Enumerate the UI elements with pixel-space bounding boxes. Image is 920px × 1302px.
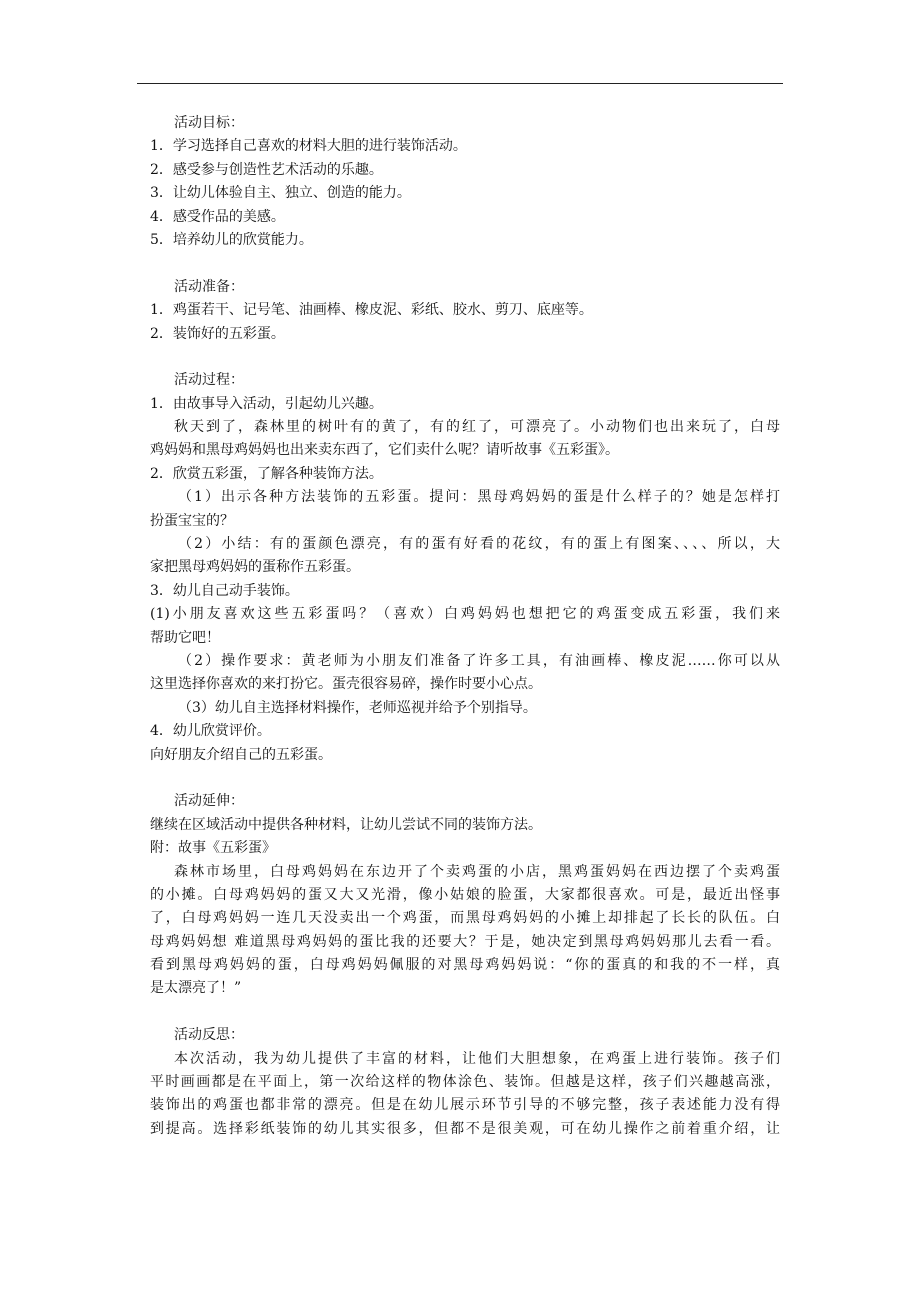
process-step: 1．由故事导入活动，引起幼儿兴趣。: [150, 395, 383, 412]
preparation-item: 1．鸡蛋若干、记号笔、油画棒、橡皮泥、彩纸、胶水、剪刀、底座等。: [150, 302, 593, 319]
process-step: 3．幼儿自己动手装饰。: [150, 582, 299, 599]
goal-item: 4．感受作品的美感。: [150, 208, 285, 225]
preparation-heading: 活动准备：: [174, 278, 244, 295]
process-text: 向好朋友介绍自己的五彩蛋。: [150, 746, 332, 763]
process-text: （1）出示各种方法装饰的五彩蛋。提问：黑母鸡妈妈的蛋是什么样子的？她是怎样打: [178, 489, 780, 506]
process-text: （2）小结：有的蛋颜色漂亮，有的蛋有好看的花纹，有的蛋上有图案、、、、所以，大: [178, 536, 780, 553]
story-title: 附：故事《五彩蛋》: [150, 840, 276, 857]
spacer: [150, 346, 780, 369]
process-text: （2）操作要求：黄老师为小朋友们准备了许多工具，有油画棒、橡皮泥……你可以从: [178, 652, 780, 669]
story-text: 看到黑母鸡妈妈的蛋，白母鸡妈妈佩服的对黑母鸡妈妈说：“你的蛋真的和我的不一样，真: [150, 957, 780, 974]
process-text: （3）幼儿自主选择材料操作，老师巡视并给予个别指导。: [178, 699, 537, 716]
story-text: 是太漂亮了！”: [150, 980, 242, 997]
spacer: [150, 767, 780, 790]
reflection-text: 平时画画都是在平面上，第一次给这样的物体涂色、装饰。但越是这样，孩子们兴趣越高涨，: [150, 1074, 780, 1091]
process-text: 这里选择你喜欢的来打扮它。蛋壳很容易碎，操作时要小心点。: [150, 676, 542, 693]
reflection-heading: 活动反思：: [174, 1027, 244, 1044]
spacer: [150, 252, 780, 275]
goal-item: 1．学习选择自己喜欢的材料大胆的进行装饰活动。: [150, 138, 467, 155]
document-body: [150, 112, 780, 1141]
process-step: 4．幼儿欣赏评价。: [150, 723, 271, 740]
story-text: 森林市场里，白母鸡妈妈在东边开了个卖鸡蛋的小店，黑鸡蛋妈妈在西边摆了个卖鸡蛋: [174, 863, 780, 880]
process-text: 秋天到了，森林里的树叶有的黄了，有的红了，可漂亮了。小动物们也出来玩了，白母: [174, 419, 780, 436]
process-text: 扮蛋宝宝的？: [150, 512, 234, 529]
goals-heading: 活动目标：: [174, 115, 244, 131]
reflection-text: 装饰出的鸡蛋也都非常的漂亮。但是在幼儿展示环节引导的不够完整，孩子表述能力没有得: [150, 1097, 780, 1114]
reflection-text: 本次活动，我为幼儿提供了丰富的材料，让他们大胆想象，在鸡蛋上进行装饰。孩子们: [174, 1050, 780, 1067]
extension-heading: 活动延伸：: [174, 793, 244, 810]
story-text: 母鸡妈妈想 难道黑母鸡妈妈的蛋比我的还要大？于是，她决定到黑母鸡妈妈那儿去看一看。: [150, 933, 780, 950]
goal-item: 5．培养幼儿的欣赏能力。: [150, 231, 313, 248]
process-step: 2．欣赏五彩蛋，了解各种装饰方法。: [150, 465, 383, 482]
header-rule: [137, 83, 783, 84]
spacer: [150, 1001, 780, 1024]
reflection-text: 到提高。选择彩纸装饰的幼儿其实很多，但都不是很美观，可在幼儿操作之前着重介绍，让: [150, 1120, 780, 1137]
process-text: (1)小朋友喜欢这些五彩蛋吗？（喜欢）白鸡妈妈也想把它的鸡蛋变成五彩蛋，我们来: [150, 606, 780, 623]
extension-text: 继续在区域活动中提供各种材料，让幼儿尝试不同的装饰方法。: [150, 816, 542, 833]
preparation-item: 2．装饰好的五彩蛋。: [150, 325, 285, 342]
goal-item: 3．让幼儿体验自主、独立、创造的能力。: [150, 185, 411, 202]
process-text: 鸡妈妈和黑母鸡妈妈也出来卖东西了，它们卖什么呢？请听故事《五彩蛋》。: [150, 442, 619, 459]
story-text: 了，白母鸡妈妈一连几天没卖出一个鸡蛋，而黑母鸡妈妈的小摊上却排起了长长的队伍。白: [150, 910, 780, 927]
story-text: 的小摊。白母鸡妈妈的蛋又大又光滑，像小姑娘的脸蛋，大家都很喜欢。可是，最近出怪事: [150, 886, 780, 903]
goal-item: 2．感受参与创造性艺术活动的乐趣。: [150, 161, 383, 178]
process-text: 家把黑母鸡妈妈的蛋称作五彩蛋。: [150, 559, 360, 576]
process-heading: 活动过程：: [174, 372, 244, 389]
process-text: 帮助它吧！: [150, 629, 220, 646]
